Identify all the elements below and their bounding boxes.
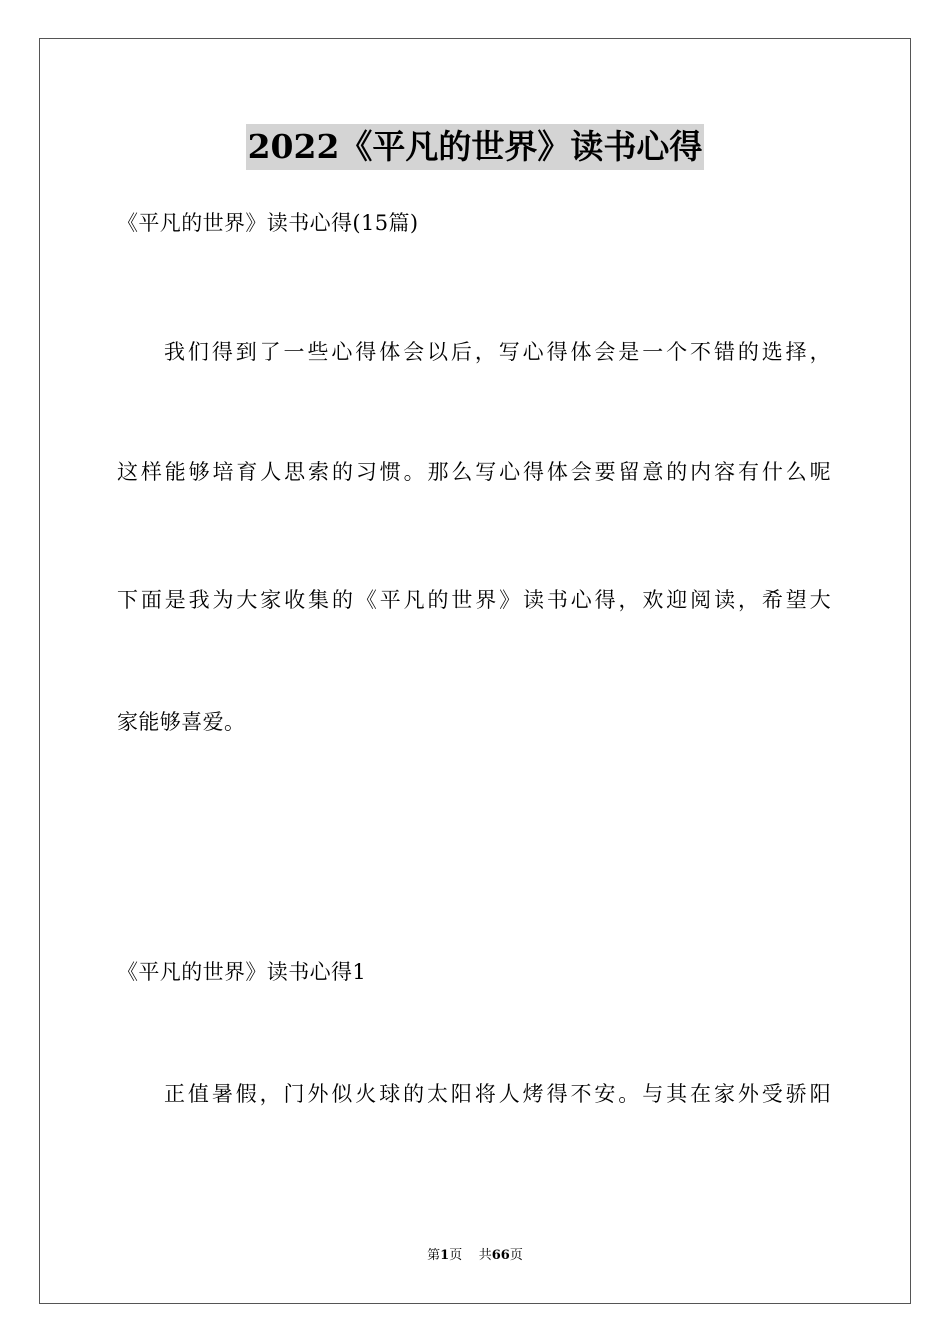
intro-line-2: 这样能够培育人思索的习惯。那么写心得体会要留意的内容有什么呢 bbox=[117, 460, 831, 484]
title-container bbox=[0, 124, 950, 170]
intro-line-1: 我们得到了一些心得体会以后，写心得体会是一个不错的选择， bbox=[164, 340, 831, 364]
section-heading: 《平凡的世界》读书心得1 bbox=[117, 960, 367, 984]
total-suffix: 页 bbox=[509, 1248, 523, 1263]
intro-line-4: 家能够喜爱。 bbox=[117, 710, 246, 734]
total-prefix: 共 bbox=[478, 1248, 492, 1263]
page-total: 66 bbox=[491, 1248, 510, 1263]
page-footer bbox=[0, 1246, 950, 1266]
page-prefix: 第 bbox=[427, 1248, 441, 1263]
page-suffix: 页 bbox=[449, 1248, 463, 1263]
document-title: 2022《平凡的世界》读书心得 bbox=[246, 124, 705, 170]
document-subtitle: 《平凡的世界》读书心得(15篇) bbox=[117, 211, 419, 235]
section-line-1: 正值暑假，门外似火球的太阳将人烤得不安。与其在家外受骄阳 bbox=[164, 1082, 831, 1106]
intro-line-3: 下面是我为大家收集的《平凡的世界》读书心得，欢迎阅读，希望大 bbox=[117, 588, 831, 612]
page-current: 1 bbox=[440, 1248, 450, 1263]
